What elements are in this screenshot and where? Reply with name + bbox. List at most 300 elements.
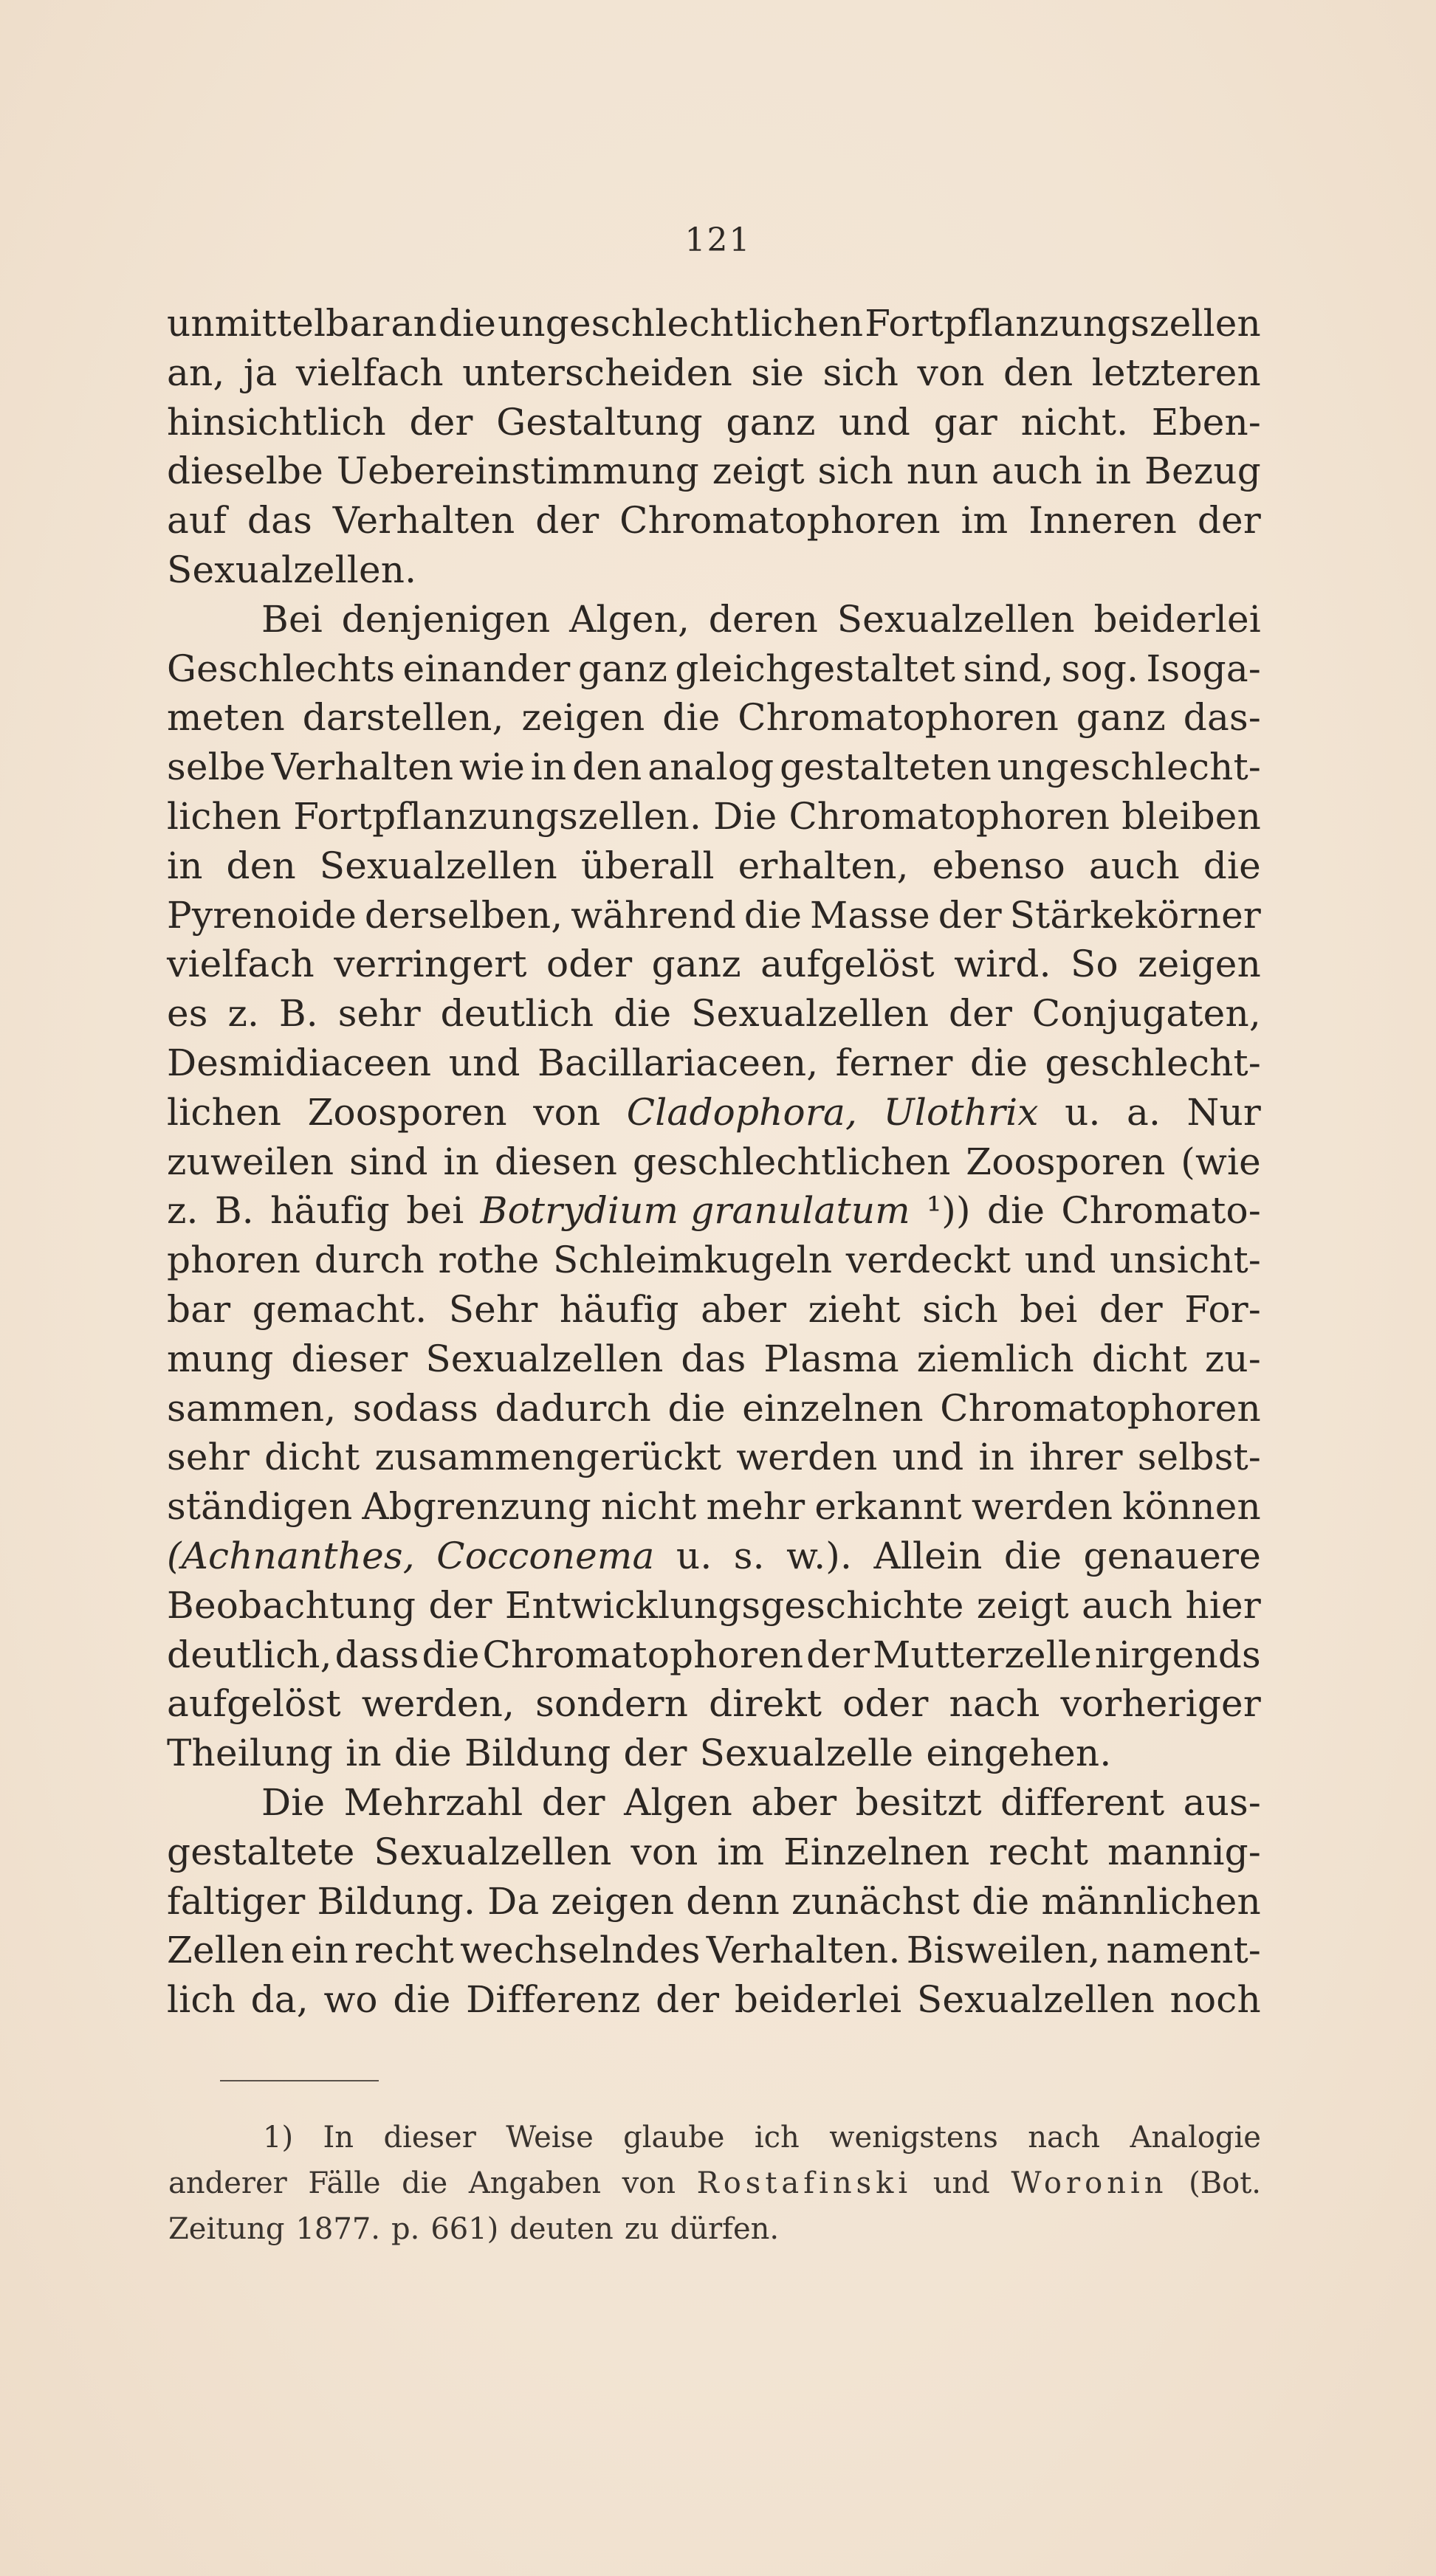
word: wie xyxy=(459,745,525,789)
word: Fortpflanzungszellen. xyxy=(293,794,702,838)
word: Sexualzellen xyxy=(374,1830,612,1873)
word: lichen xyxy=(167,1090,282,1134)
word: derselben, xyxy=(364,893,563,937)
word: ferner xyxy=(835,1041,953,1084)
page-number: 121 xyxy=(684,221,752,259)
word: 1877. xyxy=(295,2212,380,2246)
word: in xyxy=(978,1436,1015,1479)
word: sind xyxy=(349,1140,428,1183)
text-line xyxy=(167,447,1261,496)
word: Sexualzellen xyxy=(691,992,930,1036)
word: von xyxy=(917,351,985,394)
word: ungeschlecht- xyxy=(997,745,1261,789)
word: Fälle xyxy=(308,2166,381,2200)
word: können xyxy=(1122,1485,1261,1529)
word: Verhalten xyxy=(271,745,454,789)
word: Sehr xyxy=(448,1287,538,1331)
text-line xyxy=(167,792,1261,841)
word: Zoosporen xyxy=(966,1140,1166,1183)
word: die xyxy=(394,1732,452,1775)
word: Isoga- xyxy=(1146,647,1261,690)
word: den xyxy=(1003,351,1073,394)
word: Woronin xyxy=(1011,2166,1168,2200)
word: die xyxy=(969,1041,1028,1084)
word: in xyxy=(530,745,567,789)
word: So xyxy=(1071,943,1119,986)
word: Zellen xyxy=(167,1929,285,1972)
word: ganz xyxy=(726,400,816,444)
word: zu- xyxy=(1204,1337,1261,1380)
word: rothe xyxy=(438,1239,540,1282)
word: ihrer xyxy=(1029,1436,1123,1479)
word: dass xyxy=(334,1633,419,1676)
text-line xyxy=(167,743,1261,792)
word: Sexualzellen xyxy=(836,597,1075,641)
word: wechselndes xyxy=(460,1929,701,1972)
word: Eben- xyxy=(1151,400,1261,444)
word: sehr xyxy=(337,992,421,1036)
word: Nur xyxy=(1186,1090,1261,1134)
word: auch xyxy=(1088,844,1180,887)
word: selbst- xyxy=(1137,1436,1261,1479)
word: Sexualzellen xyxy=(916,1978,1155,2022)
word: verringert xyxy=(334,943,527,986)
word: Stärkekörner xyxy=(1009,893,1261,937)
word: besitzt xyxy=(855,1780,982,1824)
text-line xyxy=(167,1384,1261,1433)
word: Die xyxy=(713,794,777,838)
word: ganz xyxy=(577,647,667,690)
word: Chromatophoren xyxy=(619,499,941,543)
text-line xyxy=(167,1630,1261,1680)
word: Verhalten xyxy=(332,499,515,543)
word: ja xyxy=(243,351,278,394)
text-line xyxy=(167,841,1261,891)
word: diesen xyxy=(494,1140,618,1183)
word: sich xyxy=(822,351,899,394)
word: die xyxy=(1003,1534,1062,1577)
word: wo xyxy=(323,1978,378,2022)
word: faltiger xyxy=(167,1879,306,1923)
word: im xyxy=(717,1830,765,1873)
text-line xyxy=(167,1778,1261,1828)
word: auch xyxy=(991,450,1082,493)
word: mehr xyxy=(706,1485,805,1529)
word: Analogie xyxy=(1130,2121,1261,2155)
word: wird. xyxy=(954,943,1051,986)
text-line xyxy=(167,496,1261,545)
word: Einzelnen xyxy=(783,1830,970,1873)
word: aufgelöst xyxy=(760,943,935,986)
word: der xyxy=(656,1978,720,2022)
text-line xyxy=(167,1679,1261,1729)
word: 661) xyxy=(430,2212,499,2246)
footnotes xyxy=(168,2115,1261,2252)
word: unsicht- xyxy=(1110,1239,1261,1282)
word: und xyxy=(932,2166,990,2200)
word: der xyxy=(949,992,1013,1036)
word: In xyxy=(323,2121,354,2155)
word: (wie xyxy=(1181,1140,1261,1183)
word: gemacht. xyxy=(252,1287,427,1331)
word: Chromatophoren xyxy=(482,1633,804,1676)
text-line xyxy=(167,1828,1261,1877)
word: den xyxy=(572,745,642,789)
word: gleichgestaltet xyxy=(675,647,956,690)
word: der xyxy=(1099,1287,1163,1331)
text-line xyxy=(167,644,1261,694)
word: Algen xyxy=(624,1780,732,1824)
word: u. xyxy=(1065,1090,1101,1134)
word: B. xyxy=(278,992,318,1036)
word: ganz xyxy=(651,943,741,986)
word: darstellen, xyxy=(302,696,504,740)
word: der xyxy=(409,400,473,444)
word: dicht xyxy=(264,1436,360,1479)
word: Chromatophoren xyxy=(738,696,1059,740)
word: das- xyxy=(1183,696,1261,740)
word: zeigt xyxy=(976,1583,1069,1627)
word: direkt xyxy=(709,1682,822,1726)
word: der xyxy=(938,893,1002,937)
word: gar xyxy=(933,400,998,444)
word: ¹)) xyxy=(927,1189,971,1233)
word: sondern xyxy=(535,1682,689,1726)
text-line xyxy=(167,940,1261,989)
word: Die xyxy=(261,1780,326,1824)
word: deren xyxy=(708,597,819,641)
footnote-line xyxy=(168,2206,1261,2252)
footnote-line xyxy=(168,2160,1261,2206)
word: Zeitung xyxy=(168,2212,285,2246)
word: Desmidiaceen xyxy=(167,1041,432,1084)
word: zeigen xyxy=(1138,943,1261,986)
word: von xyxy=(622,2166,676,2200)
word: a. xyxy=(1127,1090,1161,1134)
word: noch xyxy=(1169,1978,1261,2022)
word: nament- xyxy=(1106,1929,1261,1972)
word: ständigen xyxy=(167,1485,353,1529)
word: ein xyxy=(290,1929,348,1972)
word: zieht xyxy=(808,1287,901,1331)
word: beiderlei xyxy=(1093,597,1261,641)
word: zunächst xyxy=(791,1879,961,1923)
footnote-line xyxy=(168,2115,1261,2160)
word: Mutterzelle xyxy=(873,1633,1092,1676)
word: nicht. xyxy=(1020,400,1129,444)
word: an xyxy=(391,302,437,345)
text-line xyxy=(167,891,1261,940)
text-line xyxy=(167,693,1261,743)
word: aufgelöst xyxy=(167,1682,341,1726)
word: nun xyxy=(906,450,979,493)
text-line xyxy=(167,1926,1261,1975)
word: letzteren xyxy=(1091,351,1261,394)
word: Zoosporen xyxy=(307,1090,507,1134)
word: oder xyxy=(546,943,633,986)
text-line xyxy=(167,1285,1261,1335)
word: analog xyxy=(647,745,774,789)
word: Angaben xyxy=(468,2166,601,2200)
word: Chromatophoren xyxy=(940,1386,1261,1430)
word: dadurch xyxy=(495,1386,652,1430)
word: 1) xyxy=(263,2121,294,2155)
word: denn xyxy=(686,1879,780,1923)
word: glaube xyxy=(623,2121,725,2155)
word: s. xyxy=(733,1534,765,1577)
word: nicht xyxy=(600,1485,697,1529)
word: geschlecht- xyxy=(1045,1041,1261,1084)
word: und xyxy=(839,400,911,444)
word: und xyxy=(448,1041,521,1084)
word: wenigstens xyxy=(829,2121,998,2155)
word: einzelnen xyxy=(742,1386,924,1430)
word: Differenz xyxy=(466,1978,641,2022)
word: die xyxy=(614,992,672,1036)
word: Botrydium granulatum xyxy=(480,1189,910,1233)
word: Sexualzellen xyxy=(425,1337,664,1380)
word: gestaltete xyxy=(167,1830,355,1873)
word: p. xyxy=(391,2212,420,2246)
word: sie xyxy=(751,351,805,394)
word: verdeckt xyxy=(845,1239,1011,1282)
word: dieselbe xyxy=(167,450,324,493)
word: lichen xyxy=(167,794,282,838)
word: in xyxy=(167,844,203,887)
word: Geschlechts xyxy=(167,647,396,690)
word: die xyxy=(1203,844,1261,887)
word: der xyxy=(806,1633,870,1676)
word: Bei xyxy=(261,597,323,641)
word: Beobachtung xyxy=(167,1583,416,1627)
word: eingehen. xyxy=(926,1732,1112,1775)
word: Verhalten. xyxy=(706,1929,901,1972)
word: ziemlich xyxy=(916,1337,1074,1380)
word: mannig- xyxy=(1107,1830,1261,1873)
word: zeigen xyxy=(521,696,645,740)
word: dieser xyxy=(291,1337,408,1380)
text-line xyxy=(167,1335,1261,1384)
text-line xyxy=(167,1186,1261,1236)
word: dicht xyxy=(1091,1337,1188,1380)
text-line xyxy=(167,595,1261,644)
word: die xyxy=(438,302,497,345)
word: die xyxy=(662,696,721,740)
word: bei xyxy=(1020,1287,1078,1331)
word: Bildung xyxy=(464,1732,611,1775)
text-line xyxy=(167,1433,1261,1482)
word: werden xyxy=(736,1436,878,1479)
word: durch xyxy=(314,1239,425,1282)
word: häufig xyxy=(270,1189,391,1233)
word: in xyxy=(443,1140,480,1183)
word: in xyxy=(346,1732,382,1775)
word: anderer xyxy=(168,2166,287,2200)
text-line xyxy=(167,1482,1261,1532)
text-line xyxy=(167,1729,1261,1778)
word: bar xyxy=(167,1287,231,1331)
text-line xyxy=(167,1088,1261,1137)
word: Conjugaten, xyxy=(1031,992,1261,1036)
word: auch xyxy=(1082,1583,1173,1627)
word: selbe xyxy=(167,745,266,789)
text-line xyxy=(167,1581,1261,1630)
word: Cladophora, xyxy=(626,1090,858,1134)
word: vielfach xyxy=(295,351,444,394)
text-line xyxy=(167,299,1261,348)
word: die xyxy=(743,893,803,937)
text-line xyxy=(167,1877,1261,1926)
word: die xyxy=(393,1978,451,2022)
word: hinsichtlich xyxy=(167,400,386,444)
word: im xyxy=(961,499,1009,543)
word: denjenigen xyxy=(341,597,551,641)
word: Uebereinstimmung xyxy=(336,450,699,493)
text-line xyxy=(167,1137,1261,1187)
word: For- xyxy=(1184,1287,1261,1331)
word: die xyxy=(422,1633,480,1676)
word: beiderlei xyxy=(734,1978,902,2022)
word: Fortpflanzungszellen xyxy=(865,302,1261,345)
word: zeigen xyxy=(551,1879,675,1923)
word: Schleimkugeln xyxy=(552,1239,833,1282)
footnote-separator xyxy=(220,2080,379,2081)
word: Mehrzahl xyxy=(343,1780,523,1824)
text-line xyxy=(167,545,1261,595)
word: vielfach xyxy=(167,943,315,986)
word: die xyxy=(972,1879,1030,1923)
word: Plasma xyxy=(763,1337,899,1380)
word: der xyxy=(623,1732,687,1775)
word: z. xyxy=(167,1189,199,1233)
text-line xyxy=(167,1975,1261,2025)
text-line xyxy=(167,348,1261,398)
word: der xyxy=(1197,499,1261,543)
word: erkannt xyxy=(814,1485,962,1529)
word: sind, xyxy=(963,647,1054,690)
word: das xyxy=(681,1337,746,1380)
word: nach xyxy=(1028,2121,1101,2155)
word: (Bot. xyxy=(1189,2166,1261,2200)
text-line xyxy=(167,989,1261,1039)
word: aus- xyxy=(1183,1780,1261,1824)
word: lich xyxy=(167,1978,236,2022)
word: deutlich xyxy=(440,992,594,1036)
word: häufig xyxy=(559,1287,679,1331)
text-line xyxy=(167,1532,1261,1581)
word: der xyxy=(541,1780,605,1824)
word: Rostafinski xyxy=(696,2166,913,2200)
text-line xyxy=(167,1236,1261,1285)
word: Sexualzellen xyxy=(319,844,557,887)
word: Chromatophoren xyxy=(789,794,1110,838)
word: different xyxy=(1000,1780,1165,1824)
word: geschlechtlichen xyxy=(632,1140,951,1183)
word: mung xyxy=(167,1337,274,1380)
word: recht xyxy=(989,1830,1089,1873)
main-text xyxy=(167,299,1261,2025)
word: einander xyxy=(402,647,571,690)
word: zu xyxy=(624,2212,659,2246)
word: Sexualzellen. xyxy=(167,548,417,591)
word: die xyxy=(667,1386,726,1430)
word: von xyxy=(631,1830,698,1873)
word: sammen, xyxy=(167,1386,337,1430)
word: das xyxy=(247,499,312,543)
word: ich xyxy=(754,2121,800,2155)
word: nirgends xyxy=(1094,1633,1261,1676)
word: Bisweilen, xyxy=(906,1929,1101,1972)
word: Sexualzelle xyxy=(699,1732,914,1775)
word: B. xyxy=(214,1189,254,1233)
word: sodass xyxy=(352,1386,478,1430)
word: Cocconema xyxy=(436,1534,655,1577)
word: Chromato- xyxy=(1061,1189,1261,1233)
word: recht xyxy=(354,1929,454,1972)
word: gestalteten xyxy=(780,745,992,789)
word: zuweilen xyxy=(167,1140,334,1183)
word: bei xyxy=(406,1189,464,1233)
word: es xyxy=(167,992,208,1036)
word: bleiben xyxy=(1121,794,1261,838)
word: sich xyxy=(817,450,894,493)
word: Bezug xyxy=(1144,450,1261,493)
word: unmittelbar xyxy=(167,302,390,345)
word: Abgrenzung xyxy=(362,1485,591,1529)
word: in xyxy=(1095,450,1132,493)
word: Algen, xyxy=(569,597,690,641)
word: zeigt xyxy=(712,450,805,493)
word: sog. xyxy=(1061,647,1139,690)
word: dürfen. xyxy=(670,2212,780,2246)
word: ganz xyxy=(1076,696,1166,740)
word: von xyxy=(533,1090,601,1134)
word: sehr xyxy=(167,1436,250,1479)
word: z. xyxy=(227,992,260,1036)
word: Masse xyxy=(809,893,930,937)
word: u. xyxy=(676,1534,712,1577)
word: vorheriger xyxy=(1060,1682,1261,1726)
word: Bacillariaceen, xyxy=(537,1041,819,1084)
word: nach xyxy=(949,1682,1040,1726)
word: und xyxy=(892,1436,964,1479)
word: oder xyxy=(842,1682,929,1726)
word: der xyxy=(428,1583,492,1627)
word: der xyxy=(535,499,600,543)
word: aber xyxy=(701,1287,787,1331)
word: unterscheiden xyxy=(462,351,733,394)
word: die xyxy=(986,1189,1045,1233)
word: Bildung. xyxy=(317,1879,476,1923)
word: hier xyxy=(1185,1583,1261,1627)
word: meten xyxy=(167,696,285,740)
word: aber xyxy=(751,1780,837,1824)
word: die xyxy=(402,2166,448,2200)
word: ebenso xyxy=(932,844,1065,887)
word: männlichen xyxy=(1041,1879,1261,1923)
word: den xyxy=(226,844,296,887)
word: überall xyxy=(580,844,715,887)
word: Gestaltung xyxy=(496,400,703,444)
word: deuten xyxy=(509,2212,614,2246)
text-line xyxy=(167,398,1261,447)
word: sich xyxy=(922,1287,998,1331)
word: Inneren xyxy=(1028,499,1178,543)
word: genauere xyxy=(1083,1534,1261,1577)
word: Entwicklungsgeschichte xyxy=(504,1583,964,1627)
word: Allein xyxy=(873,1534,983,1577)
text-line xyxy=(167,1039,1261,1088)
